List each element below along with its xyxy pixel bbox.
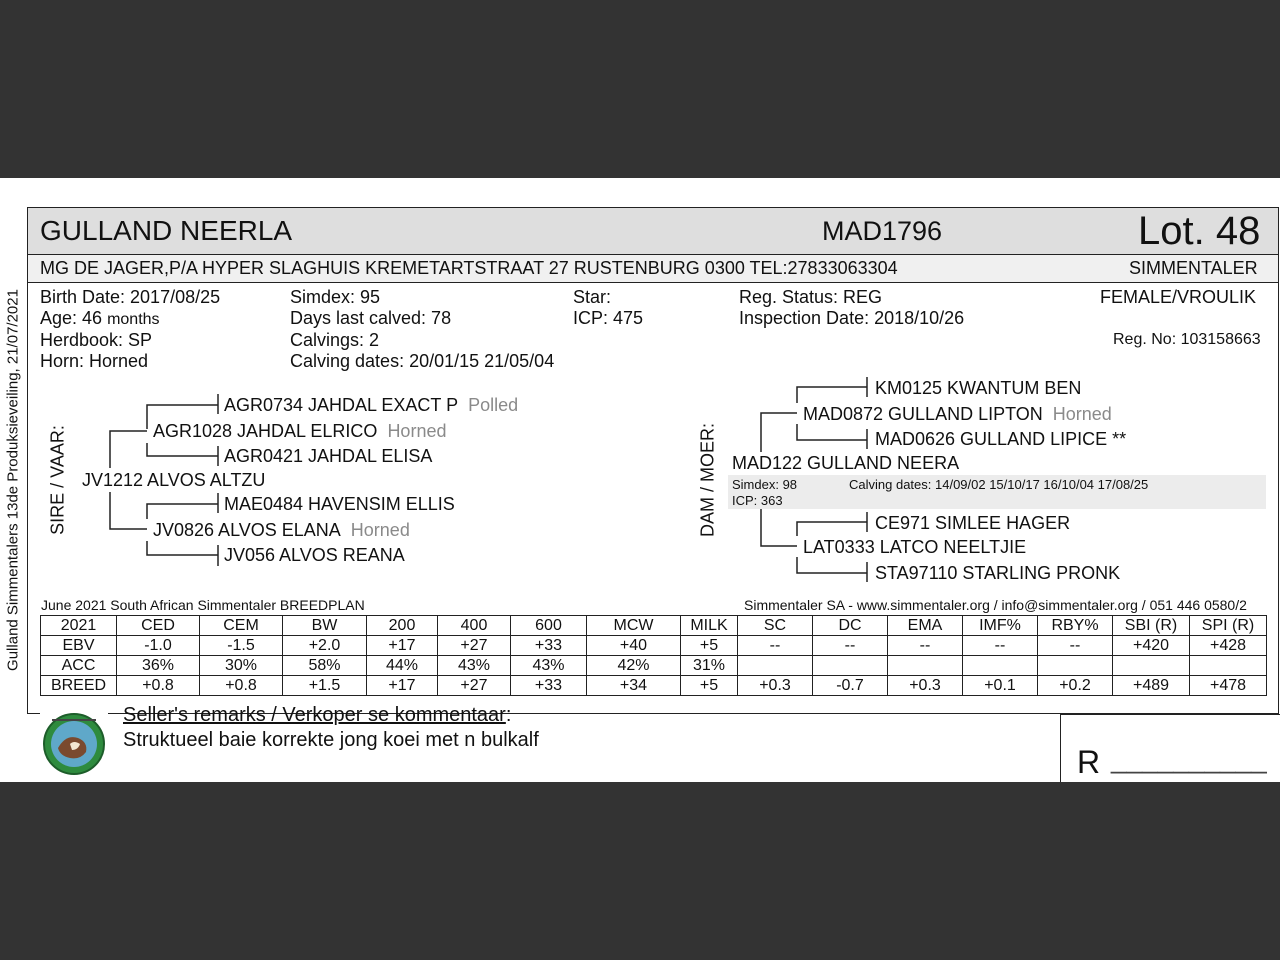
ebv-value-cell: +0.8 <box>117 676 200 696</box>
ebv-table-row <box>41 636 1267 656</box>
dam-sire-sire: KM0125 KWANTUM BEN <box>875 378 1082 398</box>
ebv-table-row <box>41 676 1267 696</box>
simmentaler-society-logo-icon <box>40 708 108 776</box>
sex: FEMALE/VROULIK <box>1100 287 1257 307</box>
auction-caption: Gulland Simmentalers 13de Produksieveiling, 21/07/2021 <box>4 289 22 671</box>
ebv-value-cell: 44% <box>367 656 438 676</box>
dam-simdex: Simdex: 98 <box>732 477 798 492</box>
ebv-value-cell: 36% <box>117 656 200 676</box>
breedplan-caption: June 2021 South African Simmentaler BREEDPLAN <box>41 597 365 613</box>
ebv-header-cell: CEM <box>200 616 283 636</box>
ebv-header-cell: 200 <box>367 616 438 636</box>
icp: ICP: 475 <box>573 308 644 328</box>
ebv-header-cell: 400 <box>438 616 511 636</box>
ebv-value-cell: -- <box>888 636 963 656</box>
ebv-value-cell <box>1038 656 1113 676</box>
ebv-header-cell: EMA <box>888 616 963 636</box>
ebv-value-cell: +2.0 <box>283 636 367 656</box>
ebv-row-label: ACC <box>41 656 117 676</box>
days-last-calved: Days last calved: 78 <box>290 308 452 328</box>
ebv-table <box>40 615 1267 696</box>
ebv-header-cell: IMF% <box>963 616 1038 636</box>
ebv-header-cell: DC <box>813 616 888 636</box>
birth-date: Birth Date: 2017/08/25 <box>40 287 221 307</box>
sire-dam: JV0826 ALVOS ELANA Horned <box>153 520 410 540</box>
remarks-heading: Seller's remarks / Verkoper se kommentaar: <box>123 704 512 726</box>
reg-status: Reg. Status: REG <box>739 287 883 307</box>
dam-dam-sire: CE971 SIMLEE HAGER <box>875 513 1071 533</box>
sire-sire: AGR1028 JAHDAL ELRICO Horned <box>153 421 447 441</box>
simdex: Simdex: 95 <box>290 287 381 307</box>
ebv-value-cell: +17 <box>367 676 438 696</box>
registration-number: Reg. No: 103158663 <box>1113 331 1261 348</box>
sire-dam-dam: JV056 ALVOS REANA <box>224 545 405 565</box>
ebv-value-cell: +40 <box>587 636 681 656</box>
ebv-header-cell: SBI (R) <box>1113 616 1190 636</box>
remarks-text: Struktueel baie korrekte jong koei met n bulkalf <box>123 729 539 751</box>
dam-sire: MAD0872 GULLAND LIPTON Horned <box>803 404 1112 424</box>
age-unit: months <box>107 311 160 328</box>
dam: MAD122 GULLAND NEERA <box>732 453 960 473</box>
ebv-value-cell <box>963 656 1038 676</box>
ebv-value-cell: +0.3 <box>738 676 813 696</box>
inspection-date: Inspection Date: 2018/10/26 <box>739 308 965 328</box>
animal-name: GULLAND NEERLA <box>40 215 293 246</box>
ebv-header-cell: SC <box>738 616 813 636</box>
ebv-header-cell: MCW <box>587 616 681 636</box>
ebv-value-cell: +5 <box>681 676 738 696</box>
ebv-value-cell: 42% <box>587 656 681 676</box>
herdbook: Herdbook: SP <box>40 330 153 350</box>
sire-dam-sire: MAE0484 HAVENSIM ELLIS <box>224 494 455 514</box>
ebv-value-cell: +478 <box>1190 676 1267 696</box>
dam-dam: LAT0333 LATCO NEELTJIE <box>803 537 1027 557</box>
ebv-value-cell: +27 <box>438 676 511 696</box>
ebv-value-cell <box>1113 656 1190 676</box>
calving-dates: Calving dates: 20/01/15 21/05/04 <box>290 351 555 371</box>
ebv-value-cell: +0.3 <box>888 676 963 696</box>
ebv-table-row <box>41 656 1267 676</box>
ebv-value-cell <box>888 656 963 676</box>
sire-sire-sire: AGR0734 JAHDAL EXACT P Polled <box>224 395 519 415</box>
ebv-value-cell: +34 <box>587 676 681 696</box>
breed-label: SIMMENTALER <box>1129 258 1258 278</box>
ebv-value-cell: -0.7 <box>813 676 888 696</box>
ebv-value-cell: +33 <box>511 636 587 656</box>
ebv-value-cell: +5 <box>681 636 738 656</box>
ebv-value-cell: 43% <box>511 656 587 676</box>
ebv-row-label: BREED <box>41 676 117 696</box>
dam-sire-dam: MAD0626 GULLAND LIPICE ** <box>875 429 1127 449</box>
ebv-value-cell: -- <box>963 636 1038 656</box>
ebv-value-cell: 43% <box>438 656 511 676</box>
ebv-value-cell: +489 <box>1113 676 1190 696</box>
ebv-value-cell <box>1190 656 1267 676</box>
ebv-value-cell: +0.8 <box>200 676 283 696</box>
ebv-table-row <box>41 616 1267 636</box>
price-blank: __________ <box>1111 743 1267 774</box>
ebv-header-cell: SPI (R) <box>1190 616 1267 636</box>
ebv-value-cell: -1.5 <box>200 636 283 656</box>
price-label: R <box>1077 744 1101 780</box>
breedplan-contact: Simmentaler SA - www.simmentaler.org / info@simmentaler.org / 051 446 0580/2 <box>744 597 1247 613</box>
age-value: Age: 46 <box>40 308 103 328</box>
lot-number: Lot. 48 <box>1138 209 1261 253</box>
sire-label: SIRE / VAAR: <box>47 425 68 535</box>
owner-address: MG DE JAGER,P/A HYPER SLAGHUIS KREMETARTSTRAAT 27 RUSTENBURG 0300 TEL:27833063304 <box>40 258 898 278</box>
ebv-header-cell: CED <box>117 616 200 636</box>
ebv-value-cell: -- <box>813 636 888 656</box>
ebv-header-cell: 2021 <box>41 616 117 636</box>
ebv-value-cell: +0.2 <box>1038 676 1113 696</box>
animal-reg-id: MAD1796 <box>822 216 943 246</box>
ebv-header-cell: BW <box>283 616 367 636</box>
sire-sire-dam: AGR0421 JAHDAL ELISA <box>224 446 433 466</box>
ebv-value-cell <box>738 656 813 676</box>
ebv-header-cell: 600 <box>511 616 587 636</box>
ebv-value-cell: +33 <box>511 676 587 696</box>
ebv-value-cell: -- <box>738 636 813 656</box>
ebv-value-cell: -1.0 <box>117 636 200 656</box>
ebv-value-cell: 31% <box>681 656 738 676</box>
ebv-value-cell: 30% <box>200 656 283 676</box>
ebv-header-cell: RBY% <box>1038 616 1113 636</box>
ebv-value-cell: +17 <box>367 636 438 656</box>
dam-dam-dam: STA97110 STARLING PRONK <box>875 563 1121 583</box>
ebv-value-cell: -- <box>1038 636 1113 656</box>
dam-calving-dates: Calving dates: 14/09/02 15/10/17 16/10/04 17/08/25 <box>849 477 1149 492</box>
calvings: Calvings: 2 <box>290 330 380 350</box>
ebv-value-cell: 58% <box>283 656 367 676</box>
ebv-value-cell: +420 <box>1113 636 1190 656</box>
ebv-value-cell: +428 <box>1190 636 1267 656</box>
ebv-value-cell: +0.1 <box>963 676 1038 696</box>
ebv-value-cell: +1.5 <box>283 676 367 696</box>
horn-status: Horn: Horned <box>40 351 149 371</box>
ebv-header-cell: MILK <box>681 616 738 636</box>
dam-label: DAM / MOER: <box>697 422 718 538</box>
star-rating: Star: <box>573 287 612 307</box>
sire: JV1212 ALVOS ALTZU <box>82 470 266 490</box>
ebv-value-cell <box>813 656 888 676</box>
ebv-value-cell: +27 <box>438 636 511 656</box>
ebv-row-label: EBV <box>41 636 117 656</box>
dam-icp: ICP: 363 <box>732 493 783 508</box>
